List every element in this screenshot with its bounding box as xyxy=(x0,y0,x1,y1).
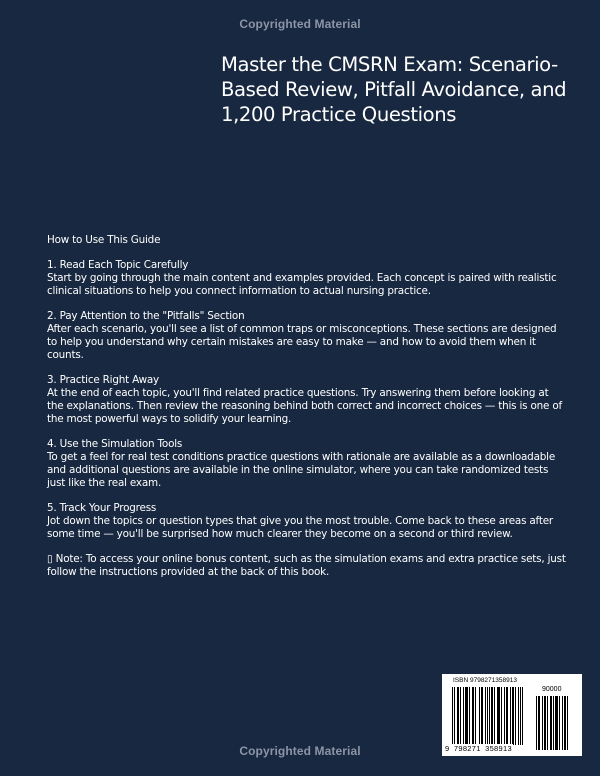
price-code: 90000 xyxy=(542,686,562,693)
step-text: To get a feel for real test conditions practice questions with rationale are available as a downloadable and additional questions are available in the online simulator, where you can take randomized tests just like the real exam. xyxy=(47,451,556,489)
guide-step-4 xyxy=(47,438,567,490)
barcode-bars-icon xyxy=(452,687,523,745)
guide-step-5 xyxy=(47,502,567,541)
guide-step-3 xyxy=(47,374,567,426)
step-heading: 3. Practice Right Away xyxy=(47,374,159,386)
barcode-addon-bars-icon xyxy=(536,696,568,750)
barcode-digit-group-2: 358913 xyxy=(485,744,512,753)
barcode-digit-group-1: 798271 xyxy=(453,744,481,753)
step-text: Start by going through the main content and examples provided. Each concept is paired with realistic clinical situations to help you connect information to actual nursing practice. xyxy=(47,272,557,297)
copyright-watermark-bottom: Copyrighted Material xyxy=(239,744,361,758)
step-text: At the end of each topic, you'll find related practice questions. Try answering them before looking at the explanations. Then review the reasoning behind both correct and incorrect choices — this is one of the most powerful ways to solidify your learning. xyxy=(47,387,562,425)
guide-step-2 xyxy=(47,310,567,362)
step-heading: 1. Read Each Topic Carefully xyxy=(47,259,189,271)
step-text: After each scenario, you'll see a list of common traps or misconceptions. These sections are designed to help you understand why certain mistakes are easy to make — and how to avoid them when it counts. xyxy=(47,323,557,361)
bonus-note: ▯ Note: To access your online bonus content, such as the simulation exams and extra practice sets, just follow the instructions provided at the back of this book. xyxy=(47,553,566,578)
guide-heading: How to Use This Guide xyxy=(47,234,161,246)
guide-body xyxy=(47,234,567,591)
step-text: Jot down the topics or question types that give you the most trouble. Come back to these areas after some time — you'll be surprised how much clearer they become on a second or third review. xyxy=(47,515,553,540)
step-heading: 5. Track Your Progress xyxy=(47,502,157,514)
isbn-label: ISBN 9798271358913 xyxy=(453,677,517,684)
book-title: Master the CMSRN Exam: Scenario-Based Review, Pitfall Avoidance, and 1,200 Practice Questions xyxy=(221,53,567,126)
step-heading: 4. Use the Simulation Tools xyxy=(47,438,183,450)
guide-step-1 xyxy=(47,259,567,298)
copyright-watermark-top: Copyrighted Material xyxy=(239,17,361,31)
step-heading: 2. Pay Attention to the "Pitfalls" Section xyxy=(47,310,245,322)
barcode-digit-first: 9 xyxy=(445,744,450,753)
